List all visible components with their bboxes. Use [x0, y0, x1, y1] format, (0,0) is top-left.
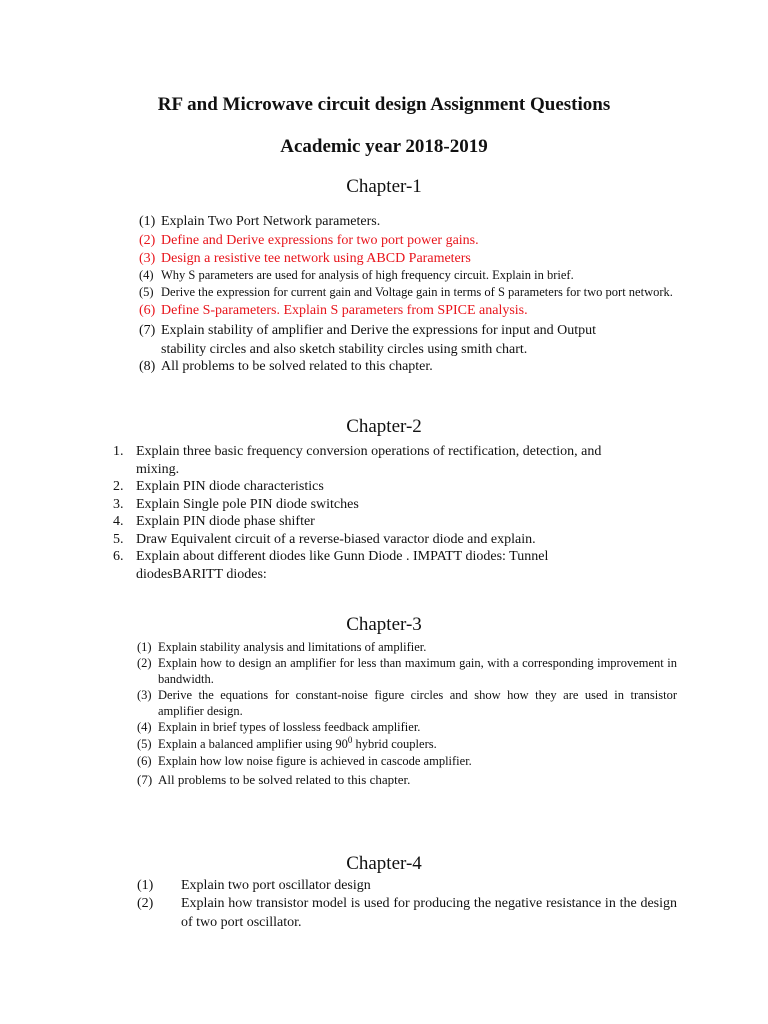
chapter-2-question [113, 531, 643, 549]
chapter-3-question [137, 772, 677, 788]
chapter-3-question [137, 640, 677, 655]
chapter-4-question [137, 895, 677, 932]
chapter-3-question [137, 688, 677, 719]
page-title: RF and Microwave circuit design Assignment Questions [157, 94, 611, 115]
chapter-2-question [113, 443, 643, 478]
chapter-1-question [139, 303, 684, 319]
question-number: (4) [139, 268, 154, 282]
question-text: Explain two port oscillator design [181, 878, 371, 893]
degree-superscript: 0 [347, 734, 353, 745]
question-text: Explain how transistor model is used for producing the negative resistance in the design of two port oscillator. [181, 896, 677, 930]
question-number: (7) [137, 772, 153, 787]
question-text [158, 734, 677, 753]
chapter-3-question [137, 720, 677, 736]
question-text: Explain Single pole PIN diode switches [136, 496, 359, 512]
question-text: Explain in brief types of lossless feedback amplifier. [158, 720, 421, 734]
question-text: Derive the equations for constant-noise figure circles and show how they are used in transistor amplifier design. [158, 688, 677, 718]
chapter-2-question [113, 478, 643, 496]
question-text: All problems to be solved related to this chapter. [161, 359, 433, 374]
chapter-2-question [113, 548, 596, 583]
academic-year-subtitle: Academic year 2018-2019 [280, 136, 488, 157]
question-number: (1) [139, 214, 156, 229]
question-number: (2) [139, 233, 156, 248]
chapter-1-question [139, 359, 684, 375]
chapter-1-question [139, 251, 684, 267]
chapter-1-question [139, 268, 684, 283]
question-number: (4) [137, 720, 152, 734]
question-text: Explain PIN diode characteristics [136, 479, 324, 494]
question-number: (2) [137, 896, 154, 911]
question-number: 4. [113, 514, 124, 529]
question-text-before: Explain a balanced amplifier using 90 [158, 736, 348, 751]
question-number: (3) [139, 251, 156, 266]
chapter-2-question [113, 496, 643, 514]
question-text: Define and Derive expressions for two port power gains. [161, 233, 479, 248]
chapter-3-question [137, 753, 677, 769]
question-text: Why S parameters are used for analysis of high frequency circuit. Explain in brief. [161, 268, 574, 282]
question-number: (5) [139, 285, 154, 299]
question-text: Design a resistive tee network using ABCD Parameters [161, 251, 471, 266]
question-text: Explain three basic frequency conversion operations of rectification, detection, and mixing. [136, 444, 602, 477]
question-number: 2. [113, 479, 124, 494]
question-text: Define S-parameters. Explain S parameters from SPICE analysis. [161, 303, 528, 318]
question-number: 6. [113, 549, 124, 564]
question-text: Derive the expression for current gain and Voltage gain in terms of S parameters for two port network. [161, 285, 673, 299]
chapter-3-heading: Chapter-3 [346, 614, 422, 635]
chapter-1-question [139, 214, 684, 230]
chapter-3-question [137, 656, 677, 687]
question-number: 5. [113, 531, 124, 547]
question-number: (6) [139, 303, 156, 318]
question-text: Draw Equivalent circuit of a reverse-biased varactor diode and explain. [136, 531, 536, 547]
question-number: (5) [137, 736, 152, 751]
question-number: (1) [137, 878, 154, 893]
question-text-after: hybrid couplers. [352, 736, 437, 751]
question-number: (6) [137, 754, 152, 768]
chapter-4-question [137, 877, 677, 895]
chapter-2-question [113, 513, 643, 531]
chapter-3-question [137, 734, 677, 753]
question-text: Explain how to design an amplifier for less than maximum gain, with a corresponding improvement in bandwidth. [158, 656, 677, 686]
chapter-3-question-list [137, 640, 677, 788]
question-text: Explain about different diodes like Gunn Diode . IMPATT diodes: Tunnel diodesBARITT diodes: [136, 549, 549, 582]
chapter-2-heading: Chapter-2 [346, 416, 422, 437]
chapter-1-question [139, 321, 611, 359]
question-text: Explain PIN diode phase shifter [136, 514, 315, 529]
chapter-4-question-list [137, 877, 677, 932]
question-number: (7) [139, 323, 156, 338]
chapter-1-question [139, 233, 684, 249]
chapter-4-heading: Chapter-4 [346, 853, 422, 874]
chapter-2-question-list [113, 443, 643, 583]
chapter-1-question [139, 285, 684, 300]
question-text: Explain how low noise figure is achieved in cascode amplifier. [158, 754, 472, 768]
question-number: (3) [137, 688, 152, 702]
question-text: Explain stability of amplifier and Derive the expressions for input and Output stability circles and also sketch stability circles using smith chart. [161, 323, 597, 357]
chapter-1-question-list [139, 214, 684, 375]
question-number: 1. [113, 444, 124, 459]
question-text: Explain Two Port Network parameters. [161, 214, 381, 229]
question-number: (2) [137, 656, 152, 670]
question-number: 3. [113, 496, 124, 512]
question-text: All problems to be solved related to this chapter. [158, 772, 411, 787]
chapter-1-heading: Chapter-1 [346, 176, 422, 197]
question-text: Explain stability analysis and limitations of amplifier. [158, 640, 427, 654]
question-number: (8) [139, 359, 156, 374]
question-number: (1) [137, 640, 152, 654]
